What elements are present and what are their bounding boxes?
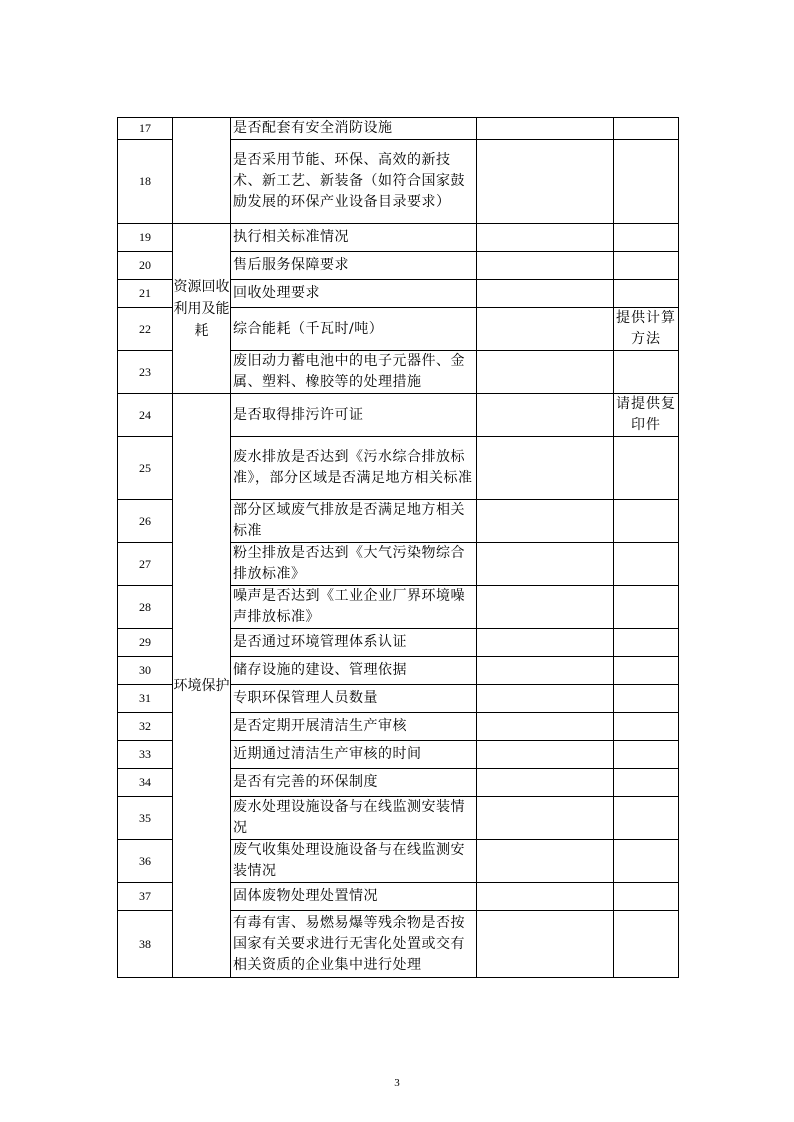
row-number: 28: [118, 586, 173, 629]
row-answer: [477, 657, 614, 685]
row-answer: [477, 685, 614, 713]
row-note: 提供计算方法: [614, 308, 679, 351]
row-answer: [477, 500, 614, 543]
category-environment: 环境保护: [173, 394, 231, 978]
row-item: 执行相关标准情况: [231, 224, 477, 252]
row-number: 36: [118, 840, 173, 883]
row-note: [614, 769, 679, 797]
row-item: 粉尘排放是否达到《大气污染物综合排放标准》: [231, 543, 477, 586]
row-number: 29: [118, 629, 173, 657]
row-number: 21: [118, 280, 173, 308]
row-note: [614, 500, 679, 543]
table-row: [118, 394, 679, 437]
row-item: 固体废物处理处置情况: [231, 883, 477, 911]
row-item: 是否配套有安全消防设施: [231, 118, 477, 140]
row-note: [614, 280, 679, 308]
checklist-table: [117, 117, 679, 978]
row-number: 24: [118, 394, 173, 437]
row-number: 18: [118, 140, 173, 224]
row-note: [614, 685, 679, 713]
row-number: 33: [118, 741, 173, 769]
page-number: 3: [394, 1077, 400, 1089]
row-item: 综合能耗（千瓦时/吨）: [231, 308, 477, 351]
row-answer: [477, 741, 614, 769]
category-cell-empty: [173, 118, 231, 224]
row-number: 31: [118, 685, 173, 713]
row-item: 有毒有害、易燃易爆等残余物是否按国家有关要求进行无害化处置或交有相关资质的企业集中进行处理: [231, 911, 477, 978]
row-item: 售后服务保障要求: [231, 252, 477, 280]
row-answer: [477, 394, 614, 437]
row-note: [614, 543, 679, 586]
row-answer: [477, 224, 614, 252]
table-row: [118, 224, 679, 252]
row-note: [614, 911, 679, 978]
row-number: 38: [118, 911, 173, 978]
row-answer: [477, 713, 614, 741]
row-item: 噪声是否达到《工业企业厂界环境噪声排放标准》: [231, 586, 477, 629]
row-answer: [477, 797, 614, 840]
row-answer: [477, 840, 614, 883]
row-item: 是否定期开展清洁生产审核: [231, 713, 477, 741]
row-item: 废旧动力蓄电池中的电子元器件、金属、塑料、橡胶等的处理措施: [231, 351, 477, 394]
row-item: 是否采用节能、环保、高效的新技术、新工艺、新装备（如符合国家鼓励发展的环保产业设备目录要求）: [231, 140, 477, 224]
row-number: 35: [118, 797, 173, 840]
row-answer: [477, 140, 614, 224]
row-number: 20: [118, 252, 173, 280]
row-number: 17: [118, 118, 173, 140]
row-number: 27: [118, 543, 173, 586]
row-item: 废水排放是否达到《污水综合排放标准》，部分区域是否满足地方相关标准: [231, 437, 477, 500]
row-item: 储存设施的建设、管理依据: [231, 657, 477, 685]
row-answer: [477, 308, 614, 351]
row-note: [614, 657, 679, 685]
row-answer: [477, 118, 614, 140]
row-item: 近期通过清洁生产审核的时间: [231, 741, 477, 769]
row-answer: [477, 586, 614, 629]
row-item: 部分区域废气排放是否满足地方相关标准: [231, 500, 477, 543]
row-note: 请提供复印件: [614, 394, 679, 437]
row-note: [614, 797, 679, 840]
row-number: 26: [118, 500, 173, 543]
row-number: 30: [118, 657, 173, 685]
row-note: [614, 437, 679, 500]
row-note: [614, 252, 679, 280]
row-note: [614, 224, 679, 252]
row-item: 废水处理设施设备与在线监测安装情况: [231, 797, 477, 840]
row-answer: [477, 252, 614, 280]
row-note: [614, 629, 679, 657]
row-number: 23: [118, 351, 173, 394]
row-number: 32: [118, 713, 173, 741]
row-note: [614, 586, 679, 629]
row-item: 是否有完善的环保制度: [231, 769, 477, 797]
row-answer: [477, 543, 614, 586]
row-answer: [477, 280, 614, 308]
row-note: [614, 840, 679, 883]
row-number: 34: [118, 769, 173, 797]
row-answer: [477, 437, 614, 500]
row-answer: [477, 769, 614, 797]
row-answer: [477, 351, 614, 394]
row-item: 专职环保管理人员数量: [231, 685, 477, 713]
row-item: 是否取得排污许可证: [231, 394, 477, 437]
row-answer: [477, 883, 614, 911]
row-note: [614, 140, 679, 224]
row-number: 22: [118, 308, 173, 351]
row-answer: [477, 629, 614, 657]
row-number: 37: [118, 883, 173, 911]
row-item: 废气收集处理设施设备与在线监测安装情况: [231, 840, 477, 883]
row-note: [614, 118, 679, 140]
category-resource-recycling: 资源回收利用及能耗: [173, 224, 231, 394]
row-number: 25: [118, 437, 173, 500]
row-note: [614, 741, 679, 769]
row-note: [614, 713, 679, 741]
table-row: [118, 118, 679, 140]
row-note: [614, 883, 679, 911]
row-item: 回收处理要求: [231, 280, 477, 308]
row-item: 是否通过环境管理体系认证: [231, 629, 477, 657]
row-note: [614, 351, 679, 394]
row-answer: [477, 911, 614, 978]
row-number: 19: [118, 224, 173, 252]
